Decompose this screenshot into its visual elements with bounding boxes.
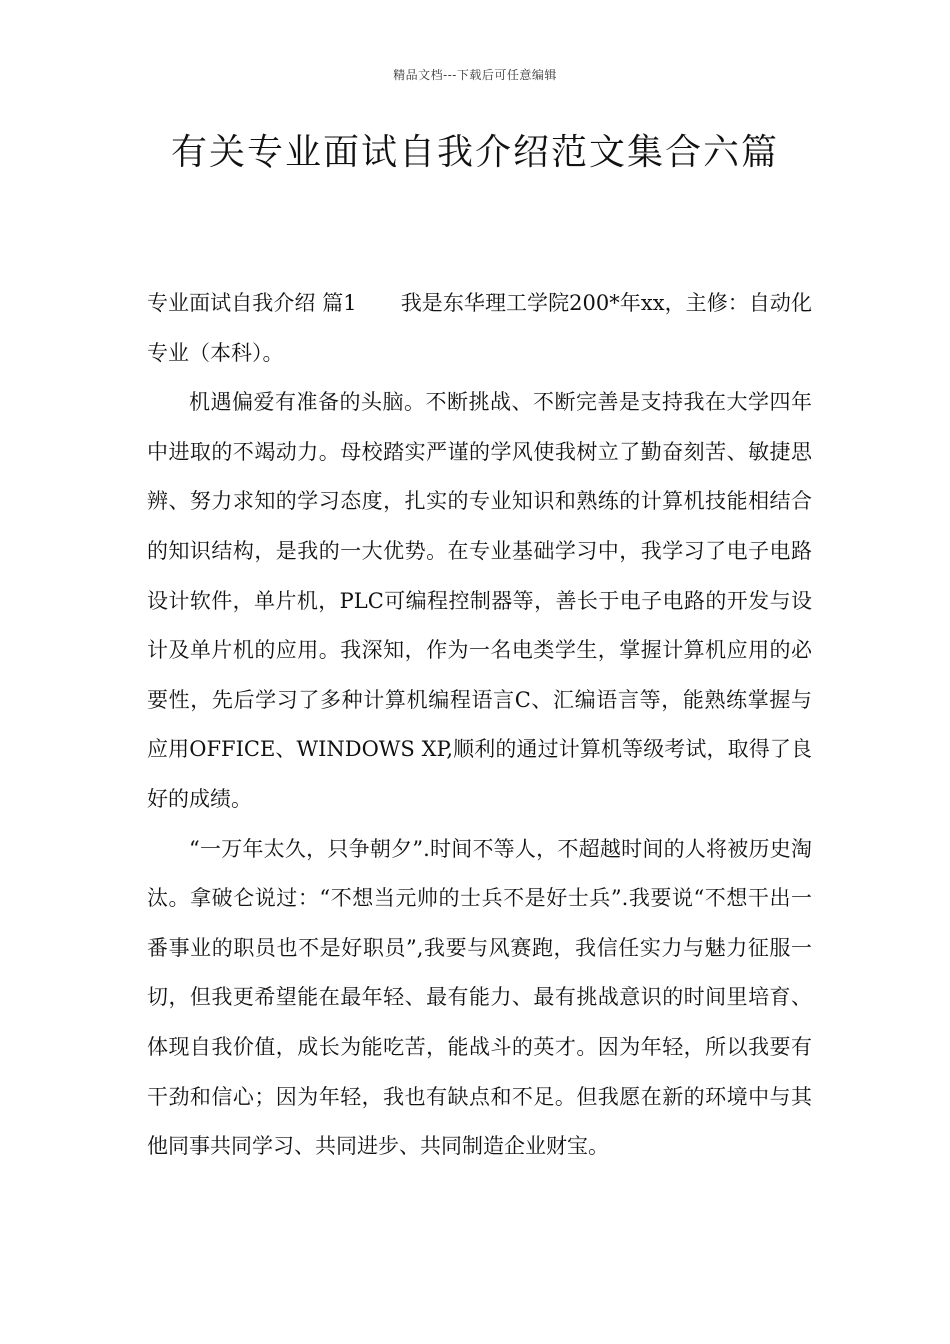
document-title: 有关专业面试自我介绍范文集合六篇 bbox=[170, 132, 779, 173]
body-paragraph-2: “一万年太久，只争朝夕”.时间不等人，不超越时间的人将被历史淘汰。拿破仑说过：“不想当元帅的士兵不是好士兵”.我要说“不想干出一番事业的职员也不是好职员”,我要与风赛跑，我信任实力与魅力征服一切，但我更希望能在最年轻、最有能力、最有挑战意识的时间里培育、体现自我价值，成长为能吃苦，能战斗的英才。因为年轻，所以我要有干劲和信心；因为年轻，我也有缺点和不足。但我愿在新的环境中与其他同事共同学习、共同进步、共同制造企业财宝。 bbox=[147, 836, 812, 1159]
section-heading: 专业面试自我介绍 篇1 bbox=[147, 291, 357, 315]
section-intro-text: 我是东华理工学院200*年xx，主修：自动化专业（本科）。 bbox=[147, 291, 812, 365]
section-intro-paragraph bbox=[147, 279, 812, 378]
document-body bbox=[147, 279, 812, 1172]
body-paragraph-1: 机遇偏爱有准备的头脑。不断挑战、不断完善是支持我在大学四年中进取的不竭动力。母校踏实严谨的学风使我树立了勤奋刻苦、敏捷思辨、努力求知的学习态度，扎实的专业知识和熟练的计算机技能相结合的知识结构，是我的一大优势。在专业基础学习中，我学习了电子电路设计软件，单片机，PLC可编程控制器等，善长于电子电路的开发与设计及单片机的应用。我深知，作为一名电类学生，掌握计算机应用的必要性，先后学习了多种计算机编程语言C、汇编语言等，能熟练掌握与应用OFFICE、WINDOWS XP,顺利的通过计算机等级考试，取得了良好的成绩。 bbox=[147, 390, 812, 811]
header-note: 精品文档---下载后可任意编辑 bbox=[393, 68, 557, 82]
